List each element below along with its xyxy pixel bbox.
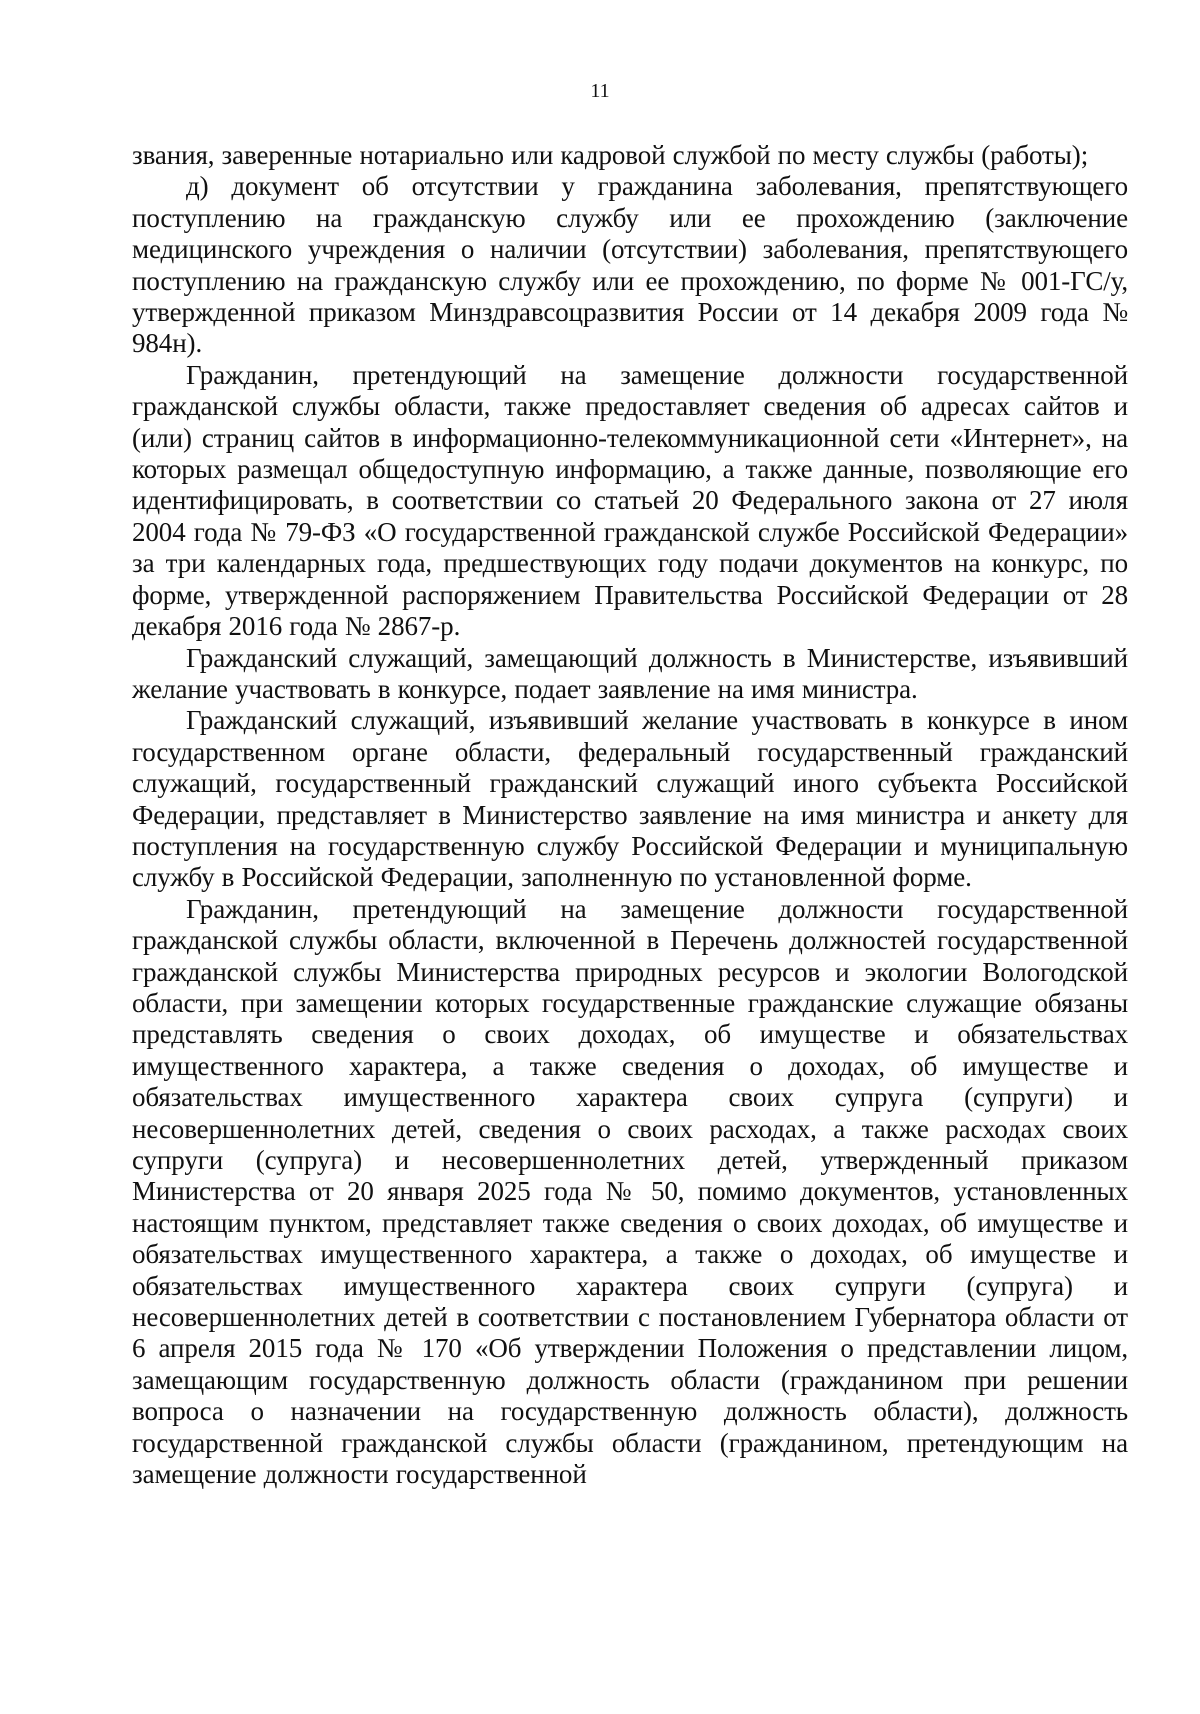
paragraph-2: д) документ об отсутствии у гражданина заболевания, препятствующего поступлению на гражданскую службу или ее прохождению (заключение медицинского учреждения о наличии (отсутствии) заболевания, препятствующего поступлению на гражданскую службу или ее прохождению, по форме № 001-ГС/у, утвержденной приказом Минздравсоцразвития России от 14 декабря 2009 года № 984н). <box>132 171 1128 359</box>
document-body <box>132 140 1128 1490</box>
paragraph-5: Гражданский служащий, изъявивший желание участвовать в конкурсе в ином государственном органе области, федеральный государственный гражданский служащий, государственный гражданский служащий иного субъекта Российской Федерации, представляет в Министерство заявление на имя министра и анкету для поступления на государственную службу Российской Федерации и муниципальную службу в Российской Федерации, заполненную по установленной форме. <box>132 705 1128 893</box>
page-number: 11 <box>590 80 610 102</box>
paragraph-6: Гражданин, претендующий на замещение должности государственной гражданской службы области, включенной в Перечень должностей государственной гражданской службы Министерства природных ресурсов и экологии Вологодской области, при замещении которых государственные гражданские служащие обязаны представлять сведения о своих доходах, об имуществе и обязательствах имущественного характера, а также сведения о доходах, об имуществе и обязательствах имущественного характера своих супруга (супруги) и несовершеннолетних детей, сведения о своих расходах, а также расходах своих супруги (супруга) и несовершеннолетних детей, утвержденный приказом Министерства от 20 января 2025 года № 50, помимо документов, установленных настоящим пунктом, представляет также сведения о своих доходах, об имуществе и обязательствах имущественного характера, а также о доходах, об имуществе и обязательствах имущественного характера своих супруги (супруга) и несовершеннолетних детей в соответствии с постановлением Губернатора области от 6 апреля 2015 года № 170 «Об утверждении Положения о представлении лицом, замещающим государственную должность области (гражданином при решении вопроса о назначении на государственную должность области), должность государственной гражданской службы области (гражданином, претендующим на замещение должности государственной <box>132 893 1128 1490</box>
paragraph-3: Гражданин, претендующий на замещение должности государственной гражданской службы области, также предоставляет сведения об адресах сайтов и (или) страниц сайтов в информационно-телекоммуникационной сети «Интернет», на которых размещал общедоступную информацию, а также данные, позволяющие его идентифицировать, в соответствии со статьей 20 Федерального закона от 27 июля 2004 года № 79-ФЗ «О государственной гражданской службе Российской Федерации» за три календарных года, предшествующих году подачи документов на конкурс, по форме, утвержденной распоряжением Правительства Российской Федерации от 28 декабря 2016 года № 2867-р. <box>132 359 1128 642</box>
paragraph-4: Гражданский служащий, замещающий должность в Министерстве, изъявивший желание участвовать в конкурсе, подает заявление на имя министра. <box>132 642 1128 704</box>
paragraph-1: звания, заверенные нотариально или кадровой службой по месту службы (работы); <box>132 140 1089 170</box>
